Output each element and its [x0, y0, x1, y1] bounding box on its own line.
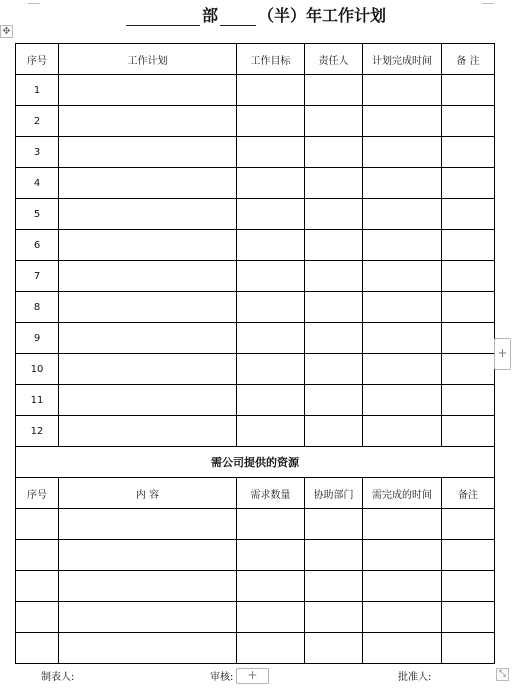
table-row: [16, 75, 495, 106]
goal-cell[interactable]: [237, 354, 305, 385]
table-row: [16, 602, 495, 633]
add-column-plus-icon[interactable]: +: [494, 338, 511, 370]
remarks-cell[interactable]: [442, 168, 495, 199]
owner-cell[interactable]: [305, 385, 363, 416]
title-department-blank[interactable]: [126, 7, 200, 26]
table-row: [16, 168, 495, 199]
row-number: 4: [16, 168, 59, 199]
remarks-cell[interactable]: [442, 137, 495, 168]
resource-quantity-cell[interactable]: [237, 509, 305, 540]
resource-deadline-cell[interactable]: [363, 602, 442, 633]
plan-cell[interactable]: [59, 168, 237, 199]
table-row: [16, 292, 495, 323]
plan-cell[interactable]: [59, 137, 237, 168]
remarks-cell[interactable]: [442, 323, 495, 354]
row-number: 12: [16, 416, 59, 447]
add-row-plus-icon[interactable]: +: [236, 668, 269, 684]
header-cell-deadline: 计划完成时间: [363, 44, 442, 75]
title-year-blank[interactable]: [220, 7, 256, 26]
goal-cell[interactable]: [237, 323, 305, 354]
owner-cell[interactable]: [305, 416, 363, 447]
deadline-cell[interactable]: [363, 354, 442, 385]
resource-content-cell[interactable]: [59, 540, 237, 571]
resource-remarks-cell[interactable]: [442, 571, 495, 602]
deadline-cell[interactable]: [363, 199, 442, 230]
plan-cell[interactable]: [59, 385, 237, 416]
resource-deadline-cell[interactable]: [363, 571, 442, 602]
resource-department-cell[interactable]: [305, 540, 363, 571]
row-number: 2: [16, 106, 59, 137]
table-row: [16, 571, 495, 602]
goal-cell[interactable]: [237, 292, 305, 323]
row-number: 8: [16, 292, 59, 323]
resource-section-title: 需公司提供的资源: [16, 447, 495, 478]
resource-content-cell[interactable]: [59, 509, 237, 540]
resource-content-cell[interactable]: [59, 571, 237, 602]
resource-department-cell[interactable]: [305, 602, 363, 633]
row-number: 9: [16, 323, 59, 354]
plan-cell[interactable]: [59, 292, 237, 323]
header-cell-goal: 工作目标: [237, 44, 305, 75]
resource-content-cell[interactable]: [59, 633, 237, 664]
resource-number-cell[interactable]: [16, 602, 59, 633]
plan-cell[interactable]: [59, 323, 237, 354]
header-cell-plan: 工作计划: [59, 44, 237, 75]
remarks-cell[interactable]: [442, 292, 495, 323]
table-row: [16, 509, 495, 540]
deadline-cell[interactable]: [363, 168, 442, 199]
row-number: 11: [16, 385, 59, 416]
remarks-cell[interactable]: [442, 261, 495, 292]
plan-cell[interactable]: [59, 416, 237, 447]
deadline-cell[interactable]: [363, 137, 442, 168]
title-part-department: 部: [201, 6, 218, 25]
work-plan-table: [15, 43, 495, 664]
goal-cell[interactable]: [237, 230, 305, 261]
title-part-plan: （半）年工作计划: [258, 6, 387, 25]
row-number: 7: [16, 261, 59, 292]
resource-quantity-cell[interactable]: [237, 602, 305, 633]
remarks-cell[interactable]: [442, 106, 495, 137]
resource-deadline-cell[interactable]: [363, 540, 442, 571]
goal-cell[interactable]: [237, 106, 305, 137]
table-row: [16, 230, 495, 261]
resource-header-department: 协助部门: [305, 478, 363, 509]
header-cell-owner: 责任人: [305, 44, 363, 75]
resource-content-cell[interactable]: [59, 602, 237, 633]
deadline-cell[interactable]: [363, 230, 442, 261]
owner-cell[interactable]: [305, 323, 363, 354]
plan-cell[interactable]: [59, 261, 237, 292]
resource-remarks-cell[interactable]: [442, 540, 495, 571]
row-number: 5: [16, 199, 59, 230]
plan-cell[interactable]: [59, 354, 237, 385]
resource-remarks-cell[interactable]: [442, 633, 495, 664]
goal-cell[interactable]: [237, 137, 305, 168]
goal-cell[interactable]: [237, 261, 305, 292]
goal-cell[interactable]: [237, 199, 305, 230]
remarks-cell[interactable]: [442, 416, 495, 447]
resource-number-cell[interactable]: [16, 633, 59, 664]
resource-quantity-cell[interactable]: [237, 571, 305, 602]
row-number: 1: [16, 75, 59, 106]
owner-cell[interactable]: [305, 168, 363, 199]
header-cell-number: 序号: [16, 44, 59, 75]
resource-number-cell[interactable]: [16, 540, 59, 571]
table-row: [16, 385, 495, 416]
document-title: [0, 2, 514, 26]
goal-cell[interactable]: [237, 385, 305, 416]
remarks-cell[interactable]: [442, 385, 495, 416]
preparer-label: 制表人:: [41, 672, 75, 683]
table-row: [16, 354, 495, 385]
deadline-cell[interactable]: [363, 416, 442, 447]
plan-cell[interactable]: [59, 106, 237, 137]
goal-cell[interactable]: [237, 75, 305, 106]
plan-cell[interactable]: [59, 75, 237, 106]
owner-cell[interactable]: [305, 230, 363, 261]
row-number: 10: [16, 354, 59, 385]
owner-cell[interactable]: [305, 354, 363, 385]
owner-cell[interactable]: [305, 137, 363, 168]
table-row: [16, 323, 495, 354]
remarks-cell[interactable]: [442, 354, 495, 385]
table-row: [16, 633, 495, 664]
plan-cell[interactable]: [59, 230, 237, 261]
table-move-handle-icon[interactable]: ✥: [0, 25, 13, 38]
resource-quantity-cell[interactable]: [237, 633, 305, 664]
resource-department-cell[interactable]: [305, 571, 363, 602]
owner-cell[interactable]: [305, 106, 363, 137]
goal-cell[interactable]: [237, 168, 305, 199]
table-row: [16, 106, 495, 137]
reviewer-label: 审核:: [210, 672, 234, 683]
resource-deadline-cell[interactable]: [363, 509, 442, 540]
table-resize-handle-icon[interactable]: ⤡: [496, 668, 509, 681]
resource-section-row: [16, 447, 495, 478]
table-row: [16, 261, 495, 292]
row-number: 6: [16, 230, 59, 261]
table-row: [16, 416, 495, 447]
deadline-cell[interactable]: [363, 75, 442, 106]
resource-remarks-cell[interactable]: [442, 509, 495, 540]
owner-cell[interactable]: [305, 199, 363, 230]
owner-cell[interactable]: [305, 292, 363, 323]
deadline-cell[interactable]: [363, 106, 442, 137]
resource-deadline-cell[interactable]: [363, 633, 442, 664]
deadline-cell[interactable]: [363, 385, 442, 416]
approver-label: 批准人:: [398, 672, 432, 683]
resource-header-number: 序号: [16, 478, 59, 509]
resource-header-quantity: 需求数量: [237, 478, 305, 509]
goal-cell[interactable]: [237, 416, 305, 447]
table-row: [16, 199, 495, 230]
remarks-cell[interactable]: [442, 230, 495, 261]
deadline-cell[interactable]: [363, 292, 442, 323]
resource-header-remarks: 备注: [442, 478, 495, 509]
resource-number-cell[interactable]: [16, 509, 59, 540]
resource-header-content: 内 容: [59, 478, 237, 509]
deadline-cell[interactable]: [363, 261, 442, 292]
resource-quantity-cell[interactable]: [237, 540, 305, 571]
table-row: [16, 137, 495, 168]
remarks-cell[interactable]: [442, 199, 495, 230]
remarks-cell[interactable]: [442, 75, 495, 106]
owner-cell[interactable]: [305, 75, 363, 106]
resource-header-row: [16, 478, 495, 509]
row-number: 3: [16, 137, 59, 168]
table-row: [16, 540, 495, 571]
resource-number-cell[interactable]: [16, 571, 59, 602]
owner-cell[interactable]: [305, 261, 363, 292]
resource-department-cell[interactable]: [305, 633, 363, 664]
resource-remarks-cell[interactable]: [442, 602, 495, 633]
resource-header-deadline: 需完成的时间: [363, 478, 442, 509]
plan-header-row: [16, 44, 495, 75]
plan-cell[interactable]: [59, 199, 237, 230]
resource-department-cell[interactable]: [305, 509, 363, 540]
deadline-cell[interactable]: [363, 323, 442, 354]
header-cell-remarks: 备 注: [442, 44, 495, 75]
